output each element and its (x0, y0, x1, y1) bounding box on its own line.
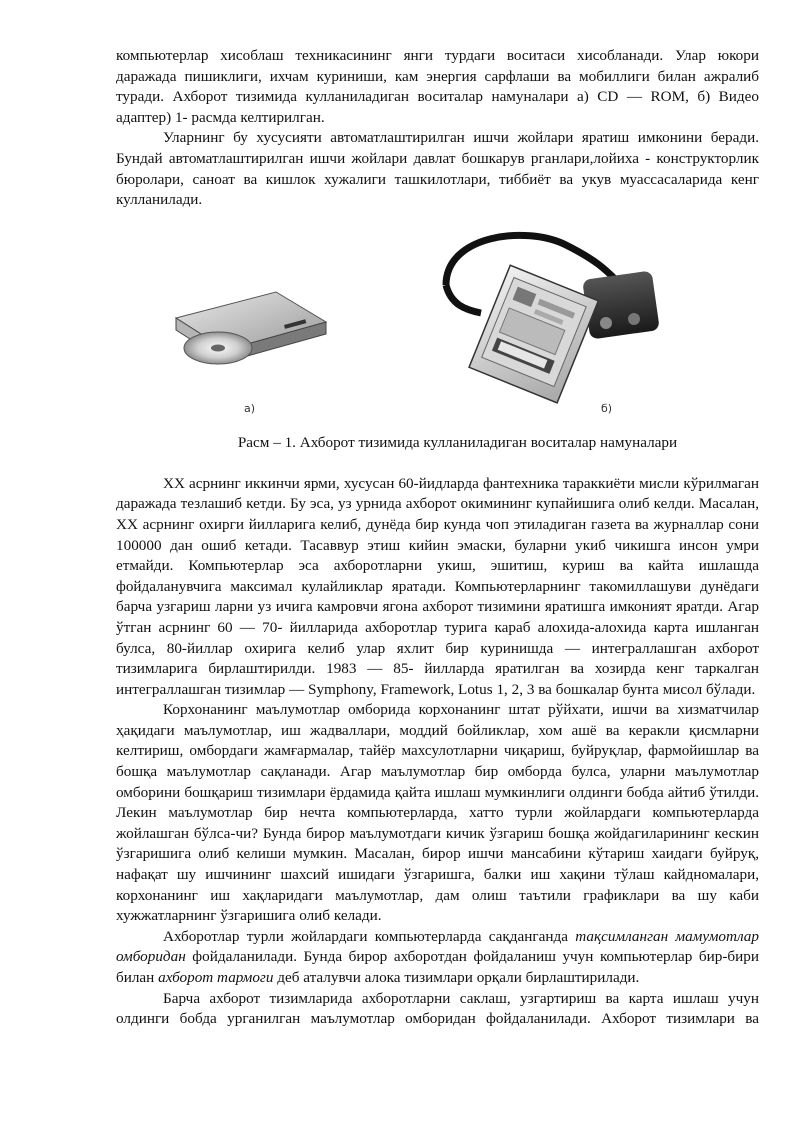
cd-rom-drive-image (166, 270, 336, 390)
italic-term-distributed-db: тақсимланган мамумотлар омборидан (116, 927, 759, 966)
italic-term-network: ахборот тармоги (158, 969, 274, 986)
paragraph-storage: Барча ахборот тизимларида ахборотларни саклаш, узгартириш ва карта ишлаш учун олдинги бобда урганилган маълумотлар омборидан фойдаланилади. Ахборот тизимлари ва (116, 989, 759, 1028)
text-run: Ахборотлар турли жойлардаги компьютерларда сақданганда (163, 927, 576, 945)
paragraph-distributed (116, 927, 759, 989)
paragraph-intro: компьютерлар хисоблаш техникасининг янги турдаги воситаси хисобланади. Улар юкори даражада пишиклиги, ихчам куриниши, кам энергия сарфлаши ва мобиллиги билан ажралиб туради. Ахборот тизимида кулланиладиган воситалар намуналари а) CD — ROM, б) Видео адаптер) 1- расмда келтирилган. (116, 47, 759, 126)
paragraph-database: Корхонанинг маълумотлар омборида корхонанинг штат рўйхати, ишчи ва хизматчилар ҳақидаги маълумотлар, иш жадваллари, моддий бойликлар, хом ашё ва керакли қисмларни келтириш, омбордаги жамғармалар, тайёр махсулотларни чиқариш, буйруқлар, фармойишлар ва бошқа маълумотлар сақланади. Агар маълумотлар бир омборда булса, уларни маълумотлар омборини бошқариш тизимлари ёрдамида қайта ишлаш мумкинлиги олдинги бобда айтиб ўтилди. Лекин маълумотлар бир нечта компьютерларда, хатто турли жойлардаги компьютерларда жойлашган бўлса-чи? Бунда бирор маълумотдаги кичик ўзгариш бошқа жойдагиларининг кескин ўзгаришига олиб келиши мумкин. Масалан, бирор ишчи мансабини кўтариш хаидаги буйруқ, нафақат шу ишчининг шахсий ишидаги ўзгаришга, балки иш хақини тўлаш кайдномалари, корхонанинг иш хақларидаги маълумотлар, дам олиш таътили графиклари ва шу каби хужжатларнинг ўзгаришига олиб келади. (116, 701, 759, 925)
video-adapter-image (406, 225, 666, 410)
text-run: фойдаланилади. Бунда бирор ахборотдан фойдаланиш учун компьютерлар бир-бири билан (116, 948, 759, 986)
figure-devices (116, 225, 759, 420)
figure-label-a: а) (244, 401, 256, 415)
figure-label-b: б) (601, 401, 613, 415)
paragraph-history: XX асрнинг иккинчи ярми, хусусан 60-йидларда фантехника тараккиёти мисли кўрилмаган даражада тезлашиб кетди. Бу эса, уз урнида ахборот окимининг купайишига олиб келди. Масалан, XX асрнинг охирги йилларига келиб, дунёда бир кунда чоп этиладиган газета ва журналлар сони 100000 дан ошиб кетади. Тасаввур этиш кийин эмаски, буларни укиб чикишга инсон умри етмайди. Компьютерлар эса ахборотларни укиш, эшитиш, куриш ва кайта ишлашда фойдаланувчига максимал кулайликлар яратади. Компьютерларнинг такомиллашуви дунёдаги барча узгариш ларни уз ичига камровчи ягона ахборот тизимини яратишга имконият яратди. Агар ўтган асрнинг 60 — 70- йилларида ахборотлар турига караб алохида-алохида карта ишланган булса, 80-йиллар охирига келиб улар яхлит бир куринишда — интеграллашган ахборот тизимларига бирлаштирилди. 1983 — 85- йилларда яратилган ва хозирда кенг таркалган интеграллашган тизимлар — Symphony, Framework, Lotus 1, 2, 3 ва бошкалар бунта мисол бўлади. (116, 474, 759, 698)
figure-caption: Расм – 1. Ахборот тизимида кулланиладиган воситалар намуналари (237, 433, 678, 451)
paragraph-workplaces: Уларнинг бу хусусияти автоматлаштирилган ишчи жойлари яратиш имконини беради. Бундай автоматлаштирилган ишчи жойлари давлат бошкарув рганлари,лойиха - конструкторлик бюролари, саноат ва кишлок хужалиги ташкилотлари, тиббиёт ва укув муассасаларида кенг кулланилади. (116, 129, 759, 209)
text-run: деб аталувчи алока тизимлари орқали бирлаштирилади. (273, 969, 640, 986)
